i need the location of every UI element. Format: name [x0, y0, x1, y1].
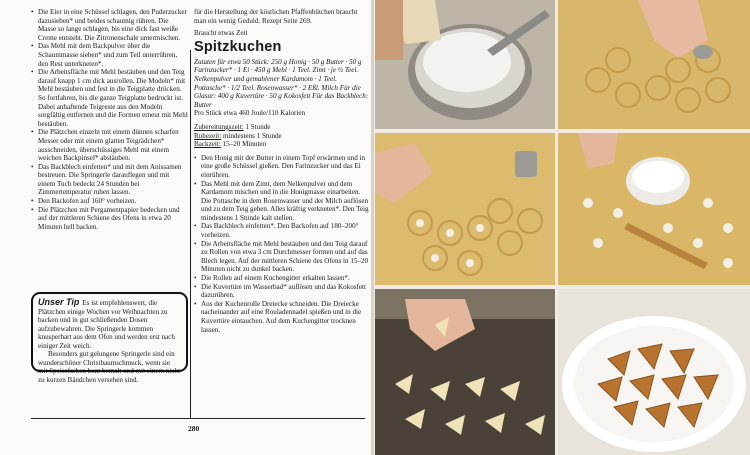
difficulty-note: Braucht etwas Zeit: [194, 29, 248, 38]
recipe-title: Spitzkuchen: [194, 38, 282, 55]
instruction-step: • Das Mehl mit dem Backpulver über die Schaummasse sieben* und zum Teil unterrühren, den Rest unterkneten*.: [31, 42, 188, 68]
page-number: 280: [188, 424, 200, 433]
caption-note: für die Herstellung der köstlichen Pfaffenbütchen braucht man ein wenig Geduld. Rezept Seite 269.: [194, 8, 358, 25]
instruction-step: • Das Backblech einfetten* und mit dem Anissamen bestreuen. Die Springerle darauflegen und mit einem Tuch bedeckt 24 Stunden bei Zimmertemperatur ruhen lassen.: [31, 163, 188, 197]
rest-time: [194, 132, 370, 141]
instruction-step: • Die Kuvertüre im Wasserbad* auflösen und das Kokosfett dazurühren.: [194, 283, 370, 300]
instruction-step: • Die Rollen auf einem Kuchengitter erkalten lassen*.: [194, 274, 370, 283]
instruction-step: • Die Plätzchen mit Pergamentpapier bedecken und auf der mittleren Schiene des Ofens in etwa 20 Minuten hell backen.: [31, 206, 188, 232]
bake-time-value: 15–20 Minuten: [222, 140, 267, 149]
rest-time-label: Ruhezeit:: [194, 131, 222, 140]
instruction-step: • Die Eier in eine Schüssel schlagen, den Puderzucker dazusieben* und beides schaumig rühren. Die Masse so lange schlagen, bis eine dick fast weiße Creme entsteht. Die Zitronenschale untermischen.: [31, 8, 188, 42]
instructions-column-left: [31, 8, 188, 231]
instruction-step: • Die Plätzchen einzeln mit einem dünnen scharfen Messer oder mit einem glatten Teigrädchen* ausschneiden, überschüssiges Mehl mit einem weichen Backpinsel* abstäuben.: [31, 128, 188, 162]
instruction-list-right: [194, 154, 370, 334]
times-block: [194, 123, 370, 149]
prep-time-label: Zubereitungszeit:: [194, 122, 244, 131]
instruction-step: • Die Arbeitsfläche mit Mehl bestäuben und den Teig darauf knapp 1 cm dick ausrollen. Die Modeln* mit Mehl bestäuben und fest in die Teigplatte drücken. So fortfahren, bis die ganze Teigplatte bedruckt ist. Dabei anhaftende Teigreste aus den Modeln sorgfältig entfernen und die Formen erneut mit Mehl bestäuben.: [31, 68, 188, 128]
photo-cream-bowl: [558, 133, 750, 285]
book-gutter: [371, 0, 374, 455]
bake-time-label: Backzeit:: [194, 140, 221, 149]
column-divider: [190, 50, 191, 418]
instruction-step: • Das Backblech einfetten*. Den Backofen auf 180–200° vorheizen.: [194, 222, 370, 239]
photo-cutting-dough: [558, 0, 750, 129]
instruction-step: • Die Arbeitsfläche mit Mehl bestäuben und den Teig darauf zu Rollen von etwa 3 cm Durchmesser formen und auf das Blech legen. Auf der mittleren Schiene des Ofens in 15–20 Minuten nicht zu dunkel backen.: [194, 240, 370, 274]
tip-title: Unser Tip: [38, 297, 80, 307]
tip-box: [31, 292, 188, 384]
rest-time-value: mindestens 1 Stunde: [222, 131, 282, 140]
photo-baking-sheet: [375, 289, 555, 455]
bake-time: [194, 140, 370, 149]
photo-finished-cookies: [558, 289, 750, 455]
photo-flour-bowl: [375, 0, 555, 129]
photo-filling-dough: [375, 133, 555, 285]
instruction-step: • Das Mehl mit dem Zimt, dem Nelkenpulver und dem Kardamom mischen und in die Honigmasse einarbeiten. Die Pottasche in dem Rosenwasser und der Milch auflösen und zu dem Teig geben. Alles kräftig verkneten*. Den Teig mindestens 1 Stunde kalt stellen.: [194, 180, 370, 223]
instruction-step: • Den Backofen auf 160° vorheizen.: [31, 197, 188, 206]
tip-paragraph: [38, 298, 181, 350]
instruction-step: • Den Honig mit der Butter in einem Topf erwärmen und in eine große Schüssel gießen. Den Farinzucker und das Ei einrühren.: [194, 154, 370, 180]
prep-time-value: 1 Stunde: [245, 122, 271, 131]
instruction-step: • Aus der Kuchenrolle Dreiecke schneiden. Die Dreiecke nacheinander auf eine Rouladennadel spießen und in die Kuvertüre eintauchen. Auf dem Kuchengitter trocknen lassen.: [194, 300, 370, 334]
nutrition-info: Pro Stück etwa 460 Joule/110 Kalorien: [194, 109, 306, 118]
instruction-list-left: [31, 8, 188, 231]
ingredients: Zutaten für etwa 50 Stück: 250 g Honig · 50 g Butter · 50 g Farinzucker* · 1 Ei · 450 g Mehl · 1 Teel. Zimt · je ½ Teel. Nelkenpulver und gemahlener Kardamom · 1 Teel. Pottasche* · 1/2 Teel. Rosenwasser* · 2 Eßl. Milch Für die Glasur: 400 g Kuvertüre · 50 g Kokosfett Für das Backblech: Butter: [194, 57, 369, 109]
tip-text: Es ist empfehlenswert, die Plätzchen einige Wochen vor Weihnachten zu backen und in gut schließenden Dosen aufzubewahren. Die Springerle kommen knusperhart aus dem Ofen und werden erst nach einiger Zeit weich.: [38, 299, 175, 350]
recipe-column: [194, 8, 370, 334]
tip-paragraph-2: Besonders gut gelungene Springerle sind ein wunderschöner Christbaumschmuck, wenn sie mit Speisefarben bunt bemalt und mit einem nicht zu kurzen Bändchen versehen sind.: [38, 350, 181, 384]
prep-time: [194, 123, 370, 132]
bottom-rule: [31, 418, 365, 419]
